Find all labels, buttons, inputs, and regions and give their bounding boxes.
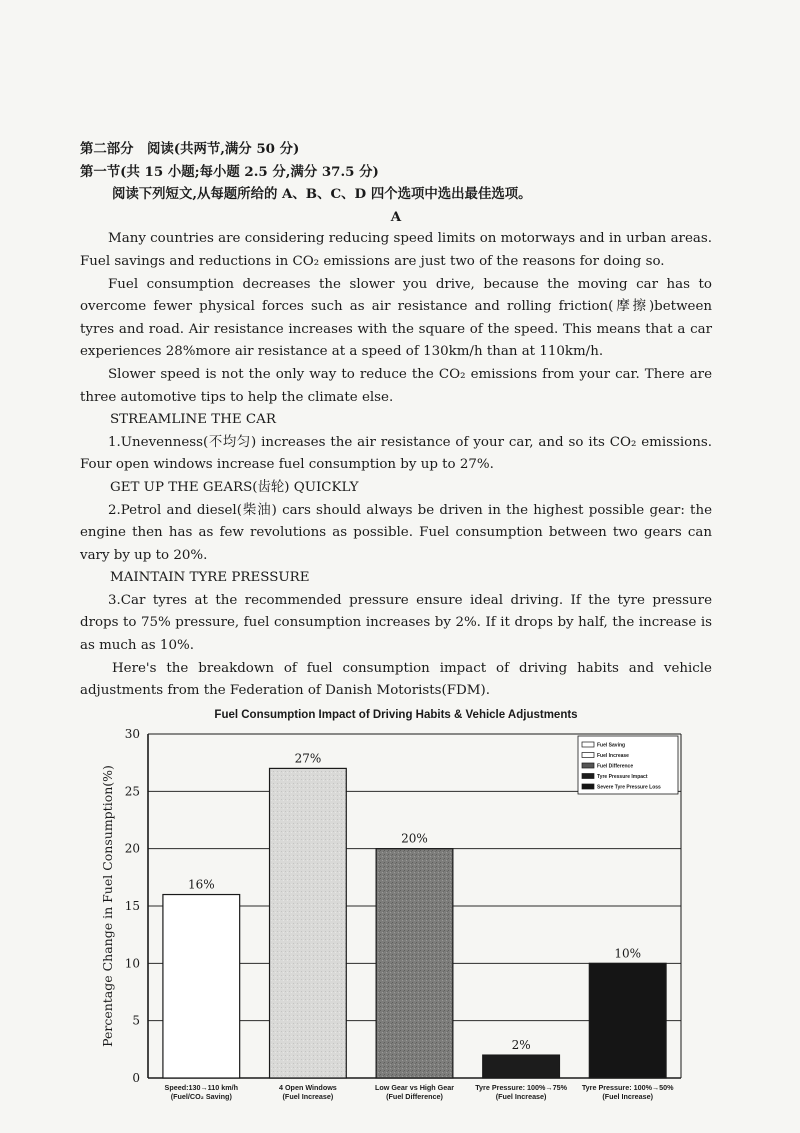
data-label-3: 20% bbox=[401, 831, 428, 846]
bar-2 bbox=[270, 768, 347, 1078]
passage-letter: A bbox=[390, 208, 402, 225]
y-tick-label: 15 bbox=[124, 899, 140, 913]
y-tick-labels bbox=[125, 727, 140, 1085]
part-title: 第二部分 阅读(共两节,满分 50 分) bbox=[80, 141, 300, 157]
legend-swatch-1 bbox=[582, 742, 594, 747]
bar-4 bbox=[483, 1055, 560, 1078]
heading-streamline: STREAMLINE THE CAR bbox=[110, 412, 276, 428]
bar-5 bbox=[589, 963, 666, 1078]
y-tick-label: 10 bbox=[124, 956, 140, 971]
instruction: 阅读下列短文,从每题所给的 A、B、C、D 四个选项中选出最佳选项。 bbox=[112, 186, 532, 203]
category-labels bbox=[165, 1083, 675, 1101]
data-label-4: 2% bbox=[511, 1038, 531, 1053]
category-label-4: Tyre Pressure: 100%→75% bbox=[475, 1083, 567, 1092]
legend-label-5: Severe Tyre Pressure Loss bbox=[597, 784, 661, 791]
tip-3-text: 3.Car tyres at the recommended pressure ensure ideal driving. If the tyre pressure drops to 75% pressure, fuel consumption increases by 2%. If it drops by half, the increase is as much as 10%. bbox=[80, 592, 712, 654]
y-axis-label: Percentage Change in Fuel Consumption(%) bbox=[100, 765, 115, 1047]
heading-tyre-pressure: MAINTAIN TYRE PRESSURE bbox=[110, 570, 310, 586]
legend-label-1: Fuel Saving bbox=[597, 742, 626, 749]
category-label-1: Speed:130→110 km/h bbox=[164, 1083, 239, 1092]
data-label-5: 10% bbox=[614, 946, 642, 961]
legend-swatch-4 bbox=[582, 774, 594, 779]
paragraph-3: Slower speed is not the only way to reduce the CO₂ emissions from your car. There are three automotive tips to help the climate else. bbox=[80, 366, 712, 405]
exam-page bbox=[80, 138, 712, 721]
category-label-2: 4 Open Windows bbox=[278, 1083, 337, 1092]
tip-2-text: 2.Petrol and diesel(柴油) cars should always be driven in the highest possible gear: the engine then has as few revolutions as possible. Fuel consumption between two gears can vary by up to 20%. bbox=[80, 502, 712, 563]
y-tick-label: 30 bbox=[124, 727, 140, 741]
paragraph-1: Many countries are considering reducing speed limits on motorways and in urban areas. Fuel savings and reductions in CO₂ emissions are just two of the reasons for doing so. bbox=[80, 231, 712, 269]
legend-swatch-3 bbox=[582, 763, 594, 768]
section-title: 第一节(共 15 小题;每小题 2.5 分,满分 37.5 分) bbox=[80, 163, 379, 180]
y-tick-label: 20 bbox=[124, 841, 140, 856]
bar-1 bbox=[163, 895, 240, 1078]
tip-1-text: 1.Unevenness(不均匀) increases the air resistance of your car, and so its CO₂ emissions. Four open windows increase fuel consumption by up to 27%. bbox=[80, 434, 712, 473]
category-sublabel-1: (Fuel/CO₂ Saving) bbox=[170, 1092, 232, 1101]
legend-swatch-2 bbox=[582, 753, 594, 758]
bars bbox=[163, 768, 666, 1078]
paragraph-4: Here's the breakdown of fuel consumption impact of driving habits and vehicle adjustments from the Federation of Danish Motorists(FDM). bbox=[80, 660, 712, 699]
data-label-2: 27% bbox=[294, 751, 322, 766]
paragraph-2: Fuel consumption decreases the slower you drive, because the moving car has to overcome fewer physical forces such as air resistance and rolling friction(摩擦)between tyres and road. Air resistance increases with the square of the speed. This means that a car experiences 28%more air resistance at a speed of 130km/h than at 110km/h. bbox=[80, 276, 712, 360]
data-label-1: 16% bbox=[187, 877, 215, 892]
heading-gears: GET UP THE GEARS(齿轮) QUICKLY bbox=[110, 479, 359, 495]
y-tick-label: 5 bbox=[132, 1013, 140, 1028]
category-sublabel-5: (Fuel Increase) bbox=[602, 1092, 654, 1101]
y-tick-label: 25 bbox=[124, 784, 140, 799]
legend-label-2: Fuel Increase bbox=[597, 753, 629, 759]
legend-label-4: Tyre Pressure Impact bbox=[597, 774, 648, 780]
category-sublabel-2: (Fuel Increase) bbox=[282, 1092, 334, 1101]
category-label-3: Low Gear vs High Gear bbox=[374, 1083, 455, 1092]
bar-3 bbox=[376, 849, 453, 1078]
legend bbox=[578, 736, 678, 794]
legend-swatch-5 bbox=[582, 784, 594, 789]
bar-chart bbox=[96, 722, 696, 1117]
category-sublabel-4: (Fuel Increase) bbox=[495, 1092, 547, 1101]
chart-title: Fuel Consumption Impact of Driving Habits & Vehicle Adjustments bbox=[214, 708, 578, 721]
category-label-5: Tyre Pressure: 100%→50% bbox=[581, 1083, 674, 1092]
legend-label-3: Fuel Difference bbox=[597, 763, 634, 770]
category-sublabel-3: (Fuel Difference) bbox=[386, 1092, 443, 1101]
y-tick-label: 0 bbox=[132, 1071, 140, 1085]
